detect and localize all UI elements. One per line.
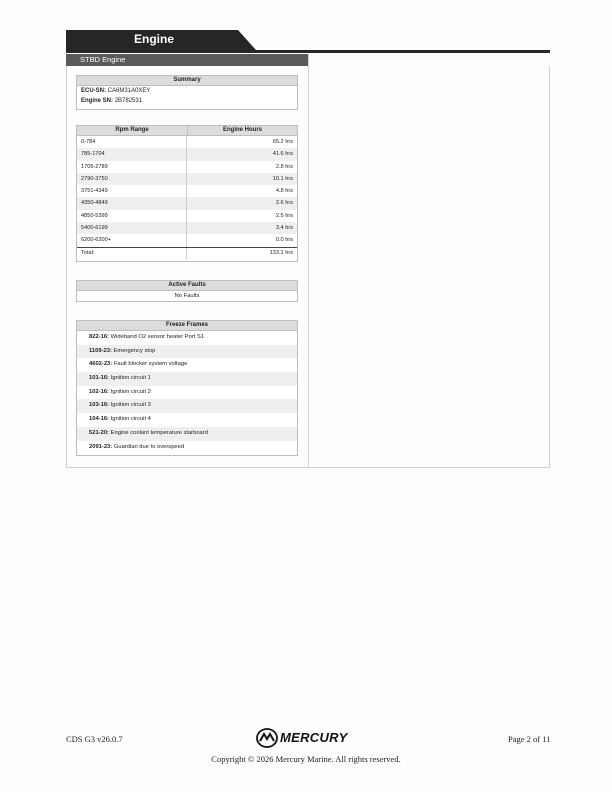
engine-sn-line (77, 96, 297, 106)
freeze-frames-box (76, 320, 298, 456)
section-band (66, 54, 308, 66)
table-row (77, 185, 297, 197)
ecu-sn-line (77, 86, 297, 96)
engine-hours-header: Engine Hours (222, 127, 262, 133)
fault-description: Ignition circuit 1 (110, 375, 151, 382)
fault-description: Emergency stop (113, 347, 156, 354)
engine-sn-value: 2B782531 (114, 98, 143, 104)
mercury-emblem-icon (256, 728, 278, 748)
rpm-table-header (77, 126, 297, 136)
fault-code: 822-16: (89, 334, 109, 340)
rpm-total-row (77, 247, 297, 259)
total-label: Total: (77, 248, 187, 259)
rpm-range-cell: 4350-4849 (77, 197, 187, 209)
engine-hours-cell: 0.0 hrs (275, 237, 293, 244)
table-row (77, 197, 297, 209)
engine-hours-cell: 4.8 hrs (275, 188, 293, 195)
fault-description: Guardian due to overspeed (113, 443, 185, 450)
rpm-range-cell: 785-1704 (77, 148, 187, 160)
list-item (77, 345, 297, 359)
list-item (77, 358, 297, 372)
engine-hours-cell: 10.1 hrs (272, 175, 293, 182)
list-item (77, 399, 297, 413)
active-faults-heading: Active Faults (77, 281, 297, 291)
table-row (77, 210, 297, 222)
table-row (77, 234, 297, 246)
fault-code: 2091-23: (89, 443, 113, 450)
fault-description: Ignition circuit 3 (110, 402, 151, 409)
engine-hours-cell: 2.5 hrs (275, 212, 293, 219)
mercury-logo (256, 728, 364, 748)
rpm-rows (77, 136, 297, 247)
engine-hours-cell: 3.4 hrs (275, 225, 293, 232)
rpm-range-cell: 4850-5399 (77, 210, 187, 222)
fault-code: 521-20: (89, 429, 109, 436)
engine-hours-cell: 65.2 hrs (272, 139, 293, 145)
copyright-notice: Copyright © 2026 Mercury Marine. All rights reserved. (211, 754, 401, 764)
engine-sn-label: Engine SN: (81, 98, 114, 104)
total-value: 133.1 hrs (269, 249, 293, 256)
freeze-frames-list (77, 331, 297, 454)
rpm-range-header: Rpm Range (77, 126, 188, 135)
fault-description: Ignition circuit 4 (110, 416, 151, 423)
summary-heading: Summary (77, 76, 297, 86)
table-row (77, 173, 297, 185)
page-title: Engine (134, 32, 175, 46)
header-rule (66, 50, 550, 53)
table-row (77, 161, 297, 173)
active-faults-value: No Faults (174, 293, 200, 299)
list-item (77, 441, 297, 455)
list-item (77, 372, 297, 386)
fault-description: Ignition circuit 2 (110, 388, 151, 395)
brand-name: MERCURY (280, 730, 348, 745)
page-header (66, 30, 550, 54)
list-item (77, 413, 297, 427)
software-version: CDS G3 v26.0.7 (66, 734, 123, 744)
rpm-range-cell: 6200-6200+ (77, 234, 187, 246)
rpm-range-cell: 3751-4349 (77, 185, 187, 197)
fault-code: 104-16: (89, 416, 109, 423)
rpm-table (76, 125, 298, 262)
rpm-range-cell: 5400-6199 (77, 222, 187, 234)
table-row (77, 148, 297, 160)
fault-code: 1109-23: (89, 347, 112, 354)
table-row (77, 136, 297, 148)
fault-description: Fault blocker system voltage (113, 361, 188, 368)
ecu-sn-value: CA6M31A0XEY (107, 88, 151, 94)
fault-code: 4602-23: (89, 361, 113, 368)
summary-box (76, 75, 298, 110)
list-item (77, 331, 297, 345)
fault-description: Wideband O2 sensor heater Port S1 (110, 334, 205, 340)
engine-hours-cell: 41.6 hrs (272, 151, 293, 158)
rpm-range-cell: 1705-2789 (77, 161, 187, 173)
list-item (77, 427, 297, 441)
fault-code: 103-16: (89, 402, 109, 409)
list-item (77, 386, 297, 400)
fault-code: 101-16: (89, 375, 109, 382)
rpm-range-cell: 2790-3750 (77, 173, 187, 185)
active-faults-box (76, 280, 298, 302)
section-title: STBD Engine (80, 55, 126, 64)
freeze-frames-heading: Freeze Frames (77, 321, 297, 331)
table-row (77, 222, 297, 234)
engine-hours-cell: 2.6 hrs (275, 200, 293, 207)
fault-description: Engine coolant temperature starboard (110, 429, 208, 436)
fault-code: 102-16: (89, 388, 109, 395)
page-number: Page 2 of 11 (508, 734, 551, 744)
ecu-sn-label: ECU-SN: (81, 88, 106, 94)
engine-hours-cell: 2.8 hrs (275, 163, 293, 170)
rpm-range-cell: 0-784 (77, 136, 187, 148)
column-divider (308, 54, 309, 468)
